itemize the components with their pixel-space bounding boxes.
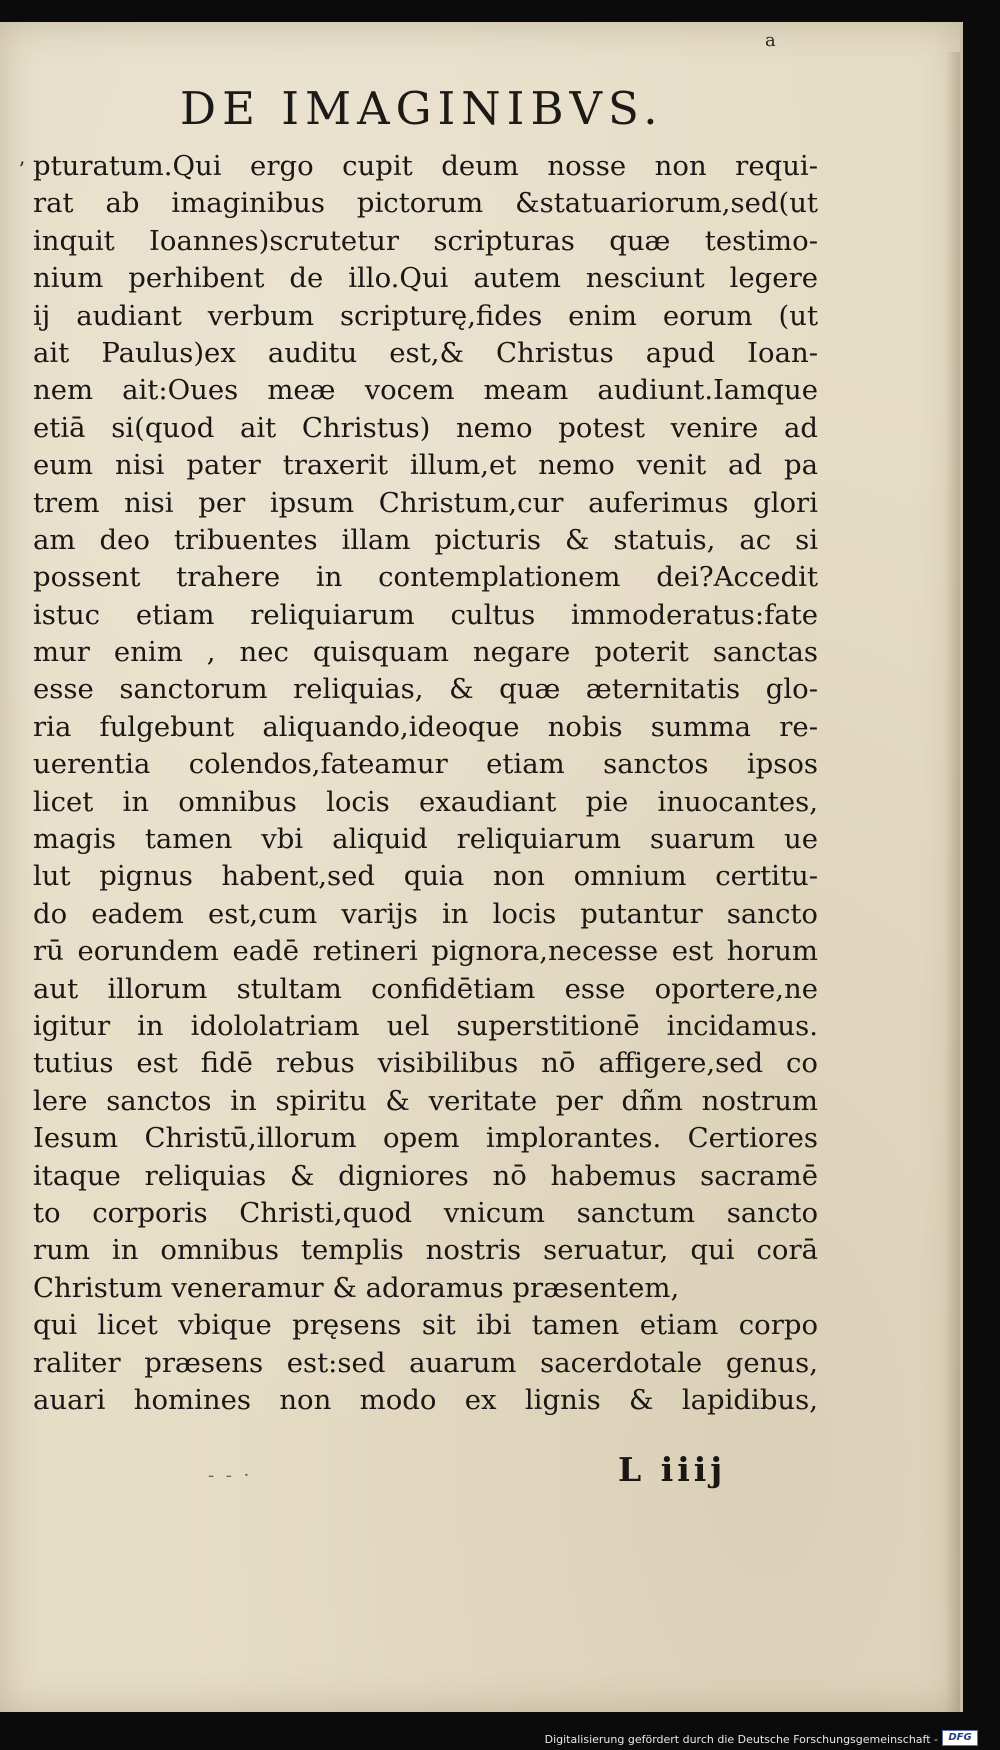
text-line: rū eorundem eadē retineri pignora,necesse est horum [33, 935, 818, 968]
text-line: Christum veneramur & adoramus præsentem, [33, 1271, 680, 1304]
text-line: tutius est fidē rebus visibilibus nō affigere,sed co [33, 1047, 818, 1080]
text-line: istuc etiam reliquiarum cultus immoderatus:fate [33, 598, 818, 631]
text-line: licet in omnibus locis exaudiant pie inuocantes, [33, 785, 818, 818]
text-line: to corporis Christi,quod vnicum sanctum sancto [33, 1196, 818, 1229]
body-text [33, 148, 818, 1419]
running-head: DE IMAGINIBVS. [180, 82, 664, 135]
text-line: itaque reliquias & digniores nō habemus sacramē [33, 1159, 818, 1192]
text-line: ij audiant verbum scripturę,fides enim eorum (ut [33, 299, 818, 332]
dfg-logo [942, 1730, 978, 1746]
page-edge-shadow [945, 52, 960, 1722]
dfg-logo-text: DFG [948, 1732, 972, 1743]
text-line: trem nisi per ipsum Christum,cur auferimus glori [33, 486, 818, 519]
text-line: rat ab imaginibus pictorum &statuariorum,sed(ut [33, 187, 818, 220]
corner-mark: a [765, 30, 776, 51]
text-line: Iesum Christū,illorum opem implorantes. Certiores [33, 1122, 818, 1155]
text-line: ria fulgebunt aliquando,ideoque nobis summa re- [33, 710, 818, 743]
text-line: pturatum.Qui ergo cupit deum nosse non requi- [33, 150, 818, 182]
text-line: magis tamen vbi aliquid reliquiarum suarum ue [33, 823, 818, 856]
text-line: eum nisi pater traxerit illum,et nemo venit ad pa [33, 449, 818, 482]
text-line: aut illorum stultam confidētiam esse oportere,ne [33, 972, 818, 1005]
text-line: lut pignus habent,sed quia non omnium certitu- [33, 860, 818, 893]
text-line: auari homines non modo ex lignis & lapidibus, [33, 1383, 818, 1416]
text-line: possent trahere in contemplationem dei?Accedit [33, 561, 818, 594]
text-line: rum in omnibus templis nostris seruatur, qui corā [33, 1234, 818, 1267]
text-line: nium perhibent de illo.Qui autem nesciunt legere [33, 262, 818, 295]
text-line: qui licet vbique pręsens sit ibi tamen etiam corpo [33, 1309, 818, 1342]
signature-mark: L iiij [618, 1450, 727, 1489]
margin-mark: ʼ [18, 157, 25, 181]
text-line: lere sanctos in spiritu & veritate per dñm nostrum [33, 1084, 818, 1117]
text-line: inquit Ioannes)scrutetur scripturas quæ testimo- [33, 224, 818, 257]
text-line: raliter præsens est:sed auarum sacerdotale genus, [33, 1346, 818, 1379]
text-line: etiā si(quod ait Christus) nemo potest venire ad [33, 411, 818, 444]
text-line: mur enim , nec quisquam negare poterit sanctas [33, 636, 818, 669]
text-line: nem ait:Oues meæ vocem meam audiunt.Iamque [33, 374, 818, 407]
digitization-credit: Digitalisierung gefördert durch die Deutsche Forschungsgemeinschaft - [544, 1733, 938, 1746]
text-line: am deo tribuentes illam picturis & statuis, ac si [33, 523, 818, 556]
text-line: esse sanctorum reliquias, & quæ æternitatis glo- [33, 673, 818, 706]
text-line: do eadem est,cum varijs in locis putantur sancto [33, 897, 818, 930]
text-line: uerentia colendos,fateamur etiam sanctos ipsos [33, 748, 818, 781]
text-line: ait Paulus)ex auditu est,& Christus apud Ioan- [33, 336, 818, 369]
text-line: igitur in idololatriam uel superstitionē incidamus. [33, 1009, 818, 1042]
stray-ink-mark: - - · [208, 1465, 253, 1486]
